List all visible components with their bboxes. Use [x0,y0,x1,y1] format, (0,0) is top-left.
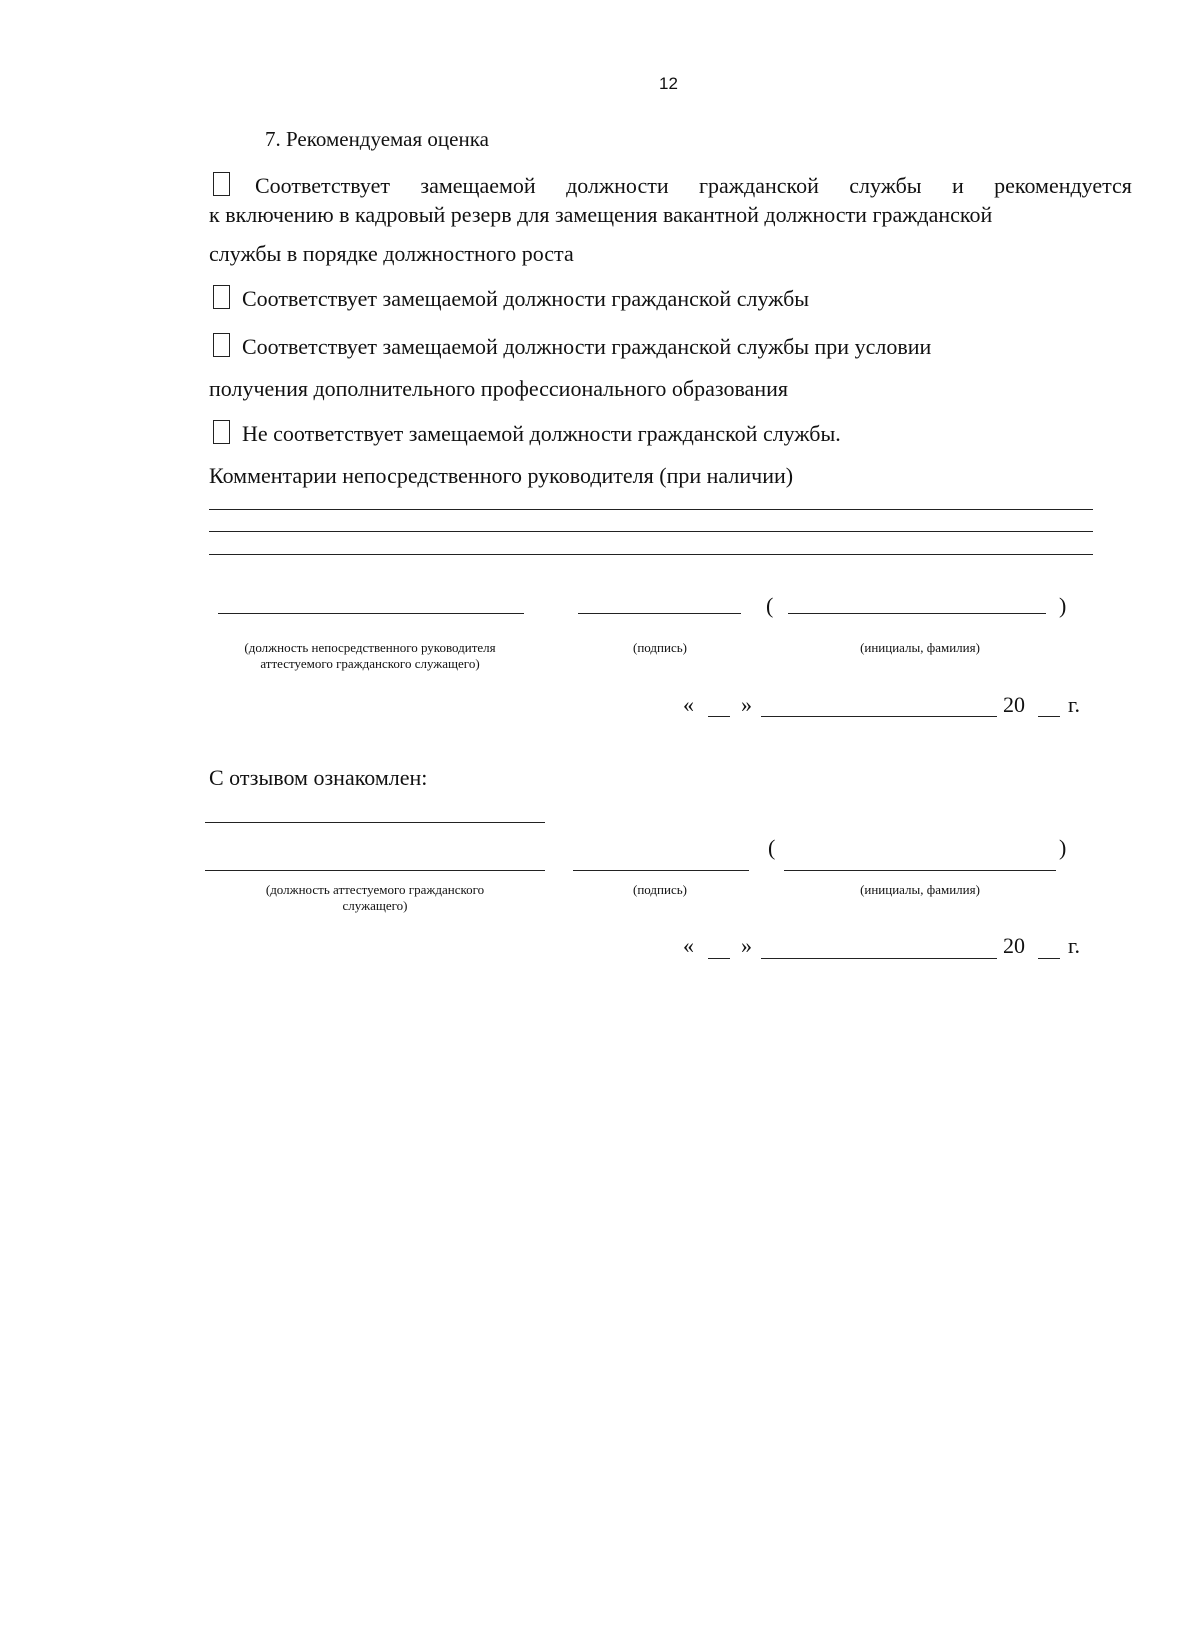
section-title: 7. Рекомендуемая оценка [265,127,489,151]
supervisor-signature-field[interactable] [578,613,741,614]
employee-year-field[interactable] [1038,958,1060,959]
year-prefix: 20 [1003,933,1025,958]
option-1-word: рекомендуется [994,173,1132,198]
supervisor-day-field[interactable] [708,716,730,717]
date-quote-open: « [683,692,694,717]
paren-open: ( [766,593,774,618]
employee-name-field[interactable] [784,870,1056,871]
supervisor-position-field[interactable] [218,613,524,614]
option-1-line-1 [255,172,1132,200]
option-1-word: гражданской [699,173,819,198]
option-1-checkbox[interactable] [213,172,230,196]
year-prefix: 20 [1003,692,1025,717]
year-suffix: г. [1068,933,1081,958]
employee-position-field-2[interactable] [205,870,545,871]
option-4-line-1: Не соответствует замещаемой должности гражданской службы. [242,421,841,446]
comment-line-1[interactable] [209,509,1093,510]
date-quote-close: » [741,692,752,717]
option-2-line-1: Соответствует замещаемой должности гражданской службы [242,286,810,311]
employee-day-field[interactable] [708,958,730,959]
option-1-line-2: к включению в кадровый резерв для замещения вакантной должности гражданской [209,202,993,227]
date-quote-close: » [741,933,752,958]
option-3-line-2: получения дополнительного профессионального образования [209,376,788,401]
paren-close: ) [1059,593,1067,618]
supervisor-position-caption: (должность непосредственного руководителя аттестуемого гражданского служащего) [244,640,496,671]
option-1-word: службы [849,173,922,198]
year-suffix: г. [1068,692,1081,717]
option-1-line-3: службы в порядке должностного роста [209,241,574,266]
paren-open: ( [768,835,776,860]
employee-position-caption: (должность аттестуемого гражданского служащего) [265,882,485,913]
option-1-word: должности [566,173,669,198]
date-quote-open: « [683,933,694,958]
comment-line-2[interactable] [209,531,1093,532]
supervisor-name-caption: (инициалы, фамилия) [860,640,980,655]
employee-name-caption: (инициалы, фамилия) [860,882,980,897]
supervisor-year-field[interactable] [1038,716,1060,717]
employee-position-field-1[interactable] [205,822,545,823]
comment-line-3[interactable] [209,554,1093,555]
employee-signature-caption: (подпись) [633,882,687,897]
option-3-line-1: Соответствует замещаемой должности гражданской службы при условии [242,334,932,359]
supervisor-signature-caption: (подпись) [633,640,687,655]
option-2-checkbox[interactable] [213,285,230,309]
option-3-checkbox[interactable] [213,333,230,357]
acknowledged-label: С отзывом ознакомлен: [209,765,428,790]
supervisor-month-field[interactable] [761,716,997,717]
option-1-word: Соответствует [255,173,391,198]
option-1-word: замещаемой [420,173,536,198]
paren-close: ) [1059,835,1067,860]
employee-month-field[interactable] [761,958,997,959]
comments-label: Комментарии непосредственного руководителя (при наличии) [209,463,794,488]
employee-signature-field[interactable] [573,870,749,871]
page-number: 12 [659,74,678,93]
option-4-checkbox[interactable] [213,420,230,444]
option-1-word: и [951,173,964,198]
supervisor-name-field[interactable] [788,613,1046,614]
